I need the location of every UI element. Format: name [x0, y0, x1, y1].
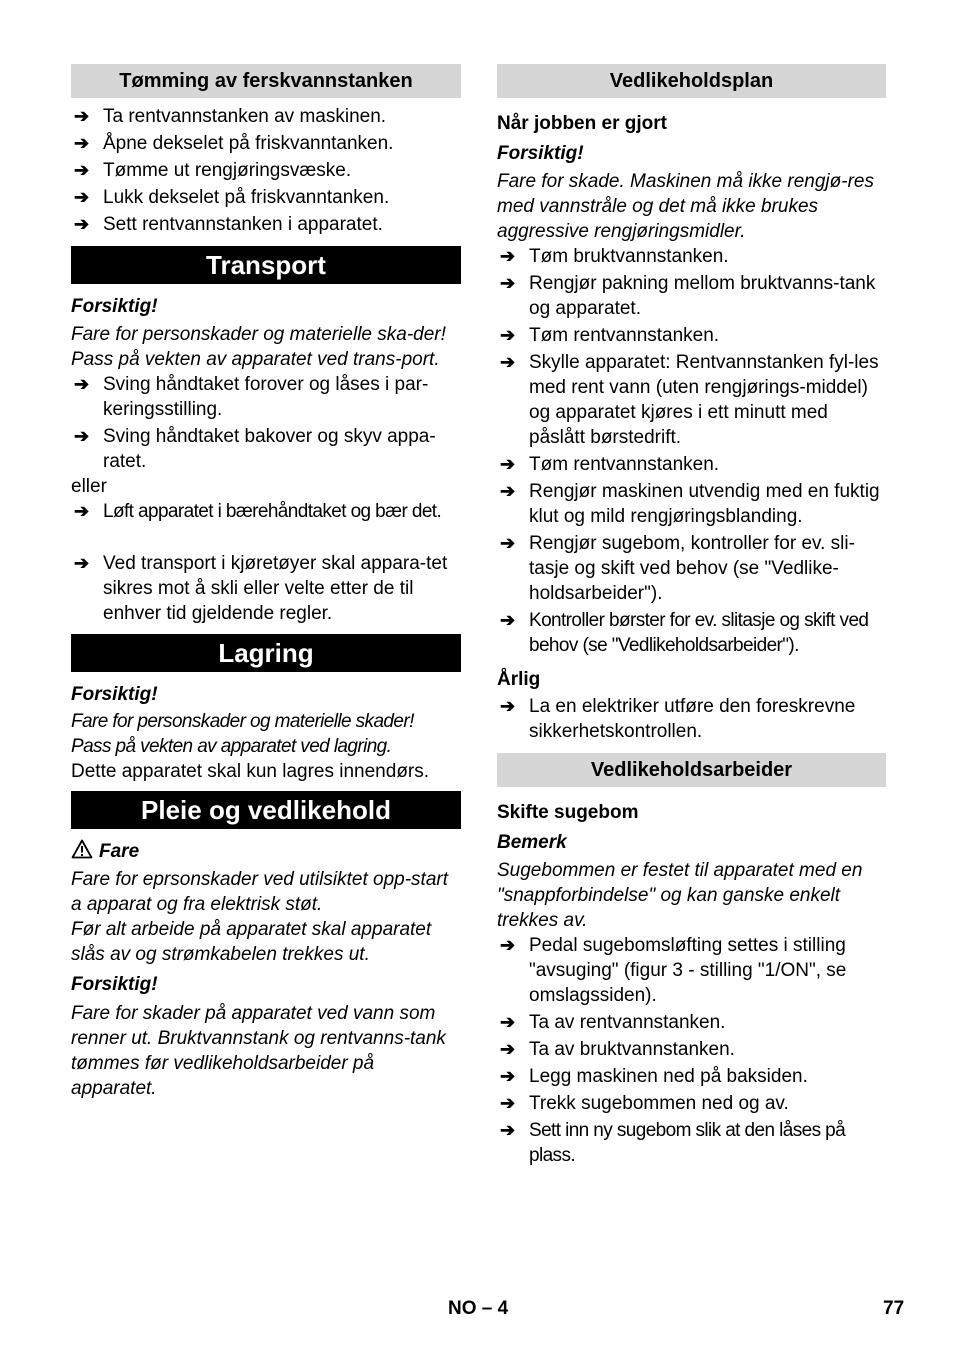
caution-text: Fare for personskader og materielle ska-der! Pass på vekten av apparatet ved trans-port. [71, 324, 446, 370]
list-item: ➔ Tøm rentvannstanken. [500, 325, 720, 346]
footer-language-page: NO – 4 [448, 1298, 509, 1319]
caution-label: Forsiktig! [71, 684, 158, 705]
arrow-right-icon: ➔ [74, 374, 90, 394]
list-item: ➔ Rengjør sugebom, kontroller for ev. sli-tasje og skift ved behov (se "Vedlike-holdsarbeider"). [500, 533, 855, 604]
left-column [71, 64, 461, 1101]
caution-text-line: Fare for personskader og materielle skader! [71, 711, 414, 732]
yearly-steps [497, 694, 886, 744]
list-item: ➔ Pedal sugebomsløfting settes i stilling "avsuging" (figur 3 - stilling "1/ON", se omslagssiden). [500, 935, 847, 1006]
right-column [497, 64, 886, 1168]
arrow-right-icon: ➔ [500, 533, 516, 553]
page-number: 77 [883, 1298, 905, 1319]
storage-note: Dette apparatet skal kun lagres innendørs. [71, 761, 430, 782]
arrow-right-icon: ➔ [500, 935, 516, 955]
emptying-steps [71, 104, 461, 237]
caution-text: Fare for skade. Maskinen må ikke rengjø-res med vannstråle og det må ikke brukes aggressive rengjøringsmidler. [497, 171, 874, 242]
arrow-right-icon: ➔ [500, 610, 516, 630]
list-item: ➔ Tømme ut rengjøringsvæske. [74, 160, 352, 181]
arrow-right-icon: ➔ [500, 352, 516, 372]
caution-label: Forsiktig! [497, 143, 584, 164]
list-item: ➔ Rengjør maskinen utvendig med en fuktig klut og mild rengjøringsblanding. [500, 481, 880, 527]
section-heading-storage: Lagring [71, 634, 461, 672]
list-item: ➔ Løft apparatet i bærehåndtaket og bær det. [74, 501, 442, 522]
change-steps [497, 933, 886, 1168]
arrow-right-icon: ➔ [74, 187, 90, 207]
warning-triangle-icon [71, 839, 93, 859]
arrow-right-icon: ➔ [500, 1012, 516, 1032]
list-item: ➔ Trekk sugebommen ned og av. [500, 1093, 789, 1114]
caution-text-line: Pass på vekten av apparatet ved lagring. [71, 736, 392, 757]
list-item: ➔ Lukk dekselet på friskvanntanken. [74, 187, 390, 208]
list-item: ➔ Ved transport i kjøretøyer skal appara-tet sikres mot å skli eller velte etter de til enhver tid gjeldende regler. [74, 553, 448, 624]
arrow-right-icon: ➔ [74, 133, 90, 153]
caution-text: Fare for skader på apparatet ved vann som renner ut. Bruktvannstank og rentvanns-tank tømmes før vedlikeholdsarbeider på apparatet. [71, 1003, 446, 1099]
section-heading-plan: Vedlikeholdsplan [497, 64, 886, 98]
or-text: eller [71, 476, 107, 497]
arrow-right-icon: ➔ [74, 501, 89, 521]
danger-text: Fare for eprsonskader ved utilsiktet opp-start a apparat og fra elektrisk støt. [71, 869, 449, 915]
arrow-right-icon: ➔ [500, 1120, 515, 1140]
list-item: ➔ Sett inn ny sugebom slik at den låses på plass. [500, 1120, 846, 1166]
arrow-right-icon: ➔ [500, 325, 516, 345]
arrow-right-icon: ➔ [500, 246, 516, 266]
list-item: ➔ Sett rentvannstanken i apparatet. [74, 214, 383, 235]
section-heading-work: Vedlikeholdsarbeider [497, 753, 886, 787]
arrow-right-icon: ➔ [500, 1093, 516, 1113]
list-item: ➔ Legg maskinen ned på baksiden. [500, 1066, 808, 1087]
arrow-right-icon: ➔ [500, 481, 516, 501]
section-heading-transport: Transport [71, 246, 461, 284]
list-item: ➔ Skylle apparatet: Rentvannstanken fyl-les med rent vann (uten rengjørings-middel) og apparatet kjøres i ett minutt med påslått børstedrift. [500, 352, 879, 448]
list-item: ➔ Ta rentvannstanken av maskinen. [74, 106, 387, 127]
list-item: ➔ Kontroller børster for ev. slitasje og skift ved behov (se "Vedlikeholdsarbeider"). [500, 610, 869, 656]
arrow-right-icon: ➔ [74, 214, 90, 234]
arrow-right-icon: ➔ [74, 426, 90, 446]
list-item: ➔ La en elektriker utføre den foreskrevne sikkerhetskontrollen. [500, 696, 856, 742]
caution-label: Forsiktig! [71, 296, 158, 317]
arrow-right-icon: ➔ [74, 160, 90, 180]
subheading-yearly: Årlig [497, 669, 541, 690]
arrow-right-icon: ➔ [500, 273, 516, 293]
list-item: ➔ Sving håndtaket forover og låses i par-keringsstilling. [74, 374, 429, 420]
transport-steps [71, 372, 461, 474]
note-label: Bemerk [497, 832, 567, 853]
subheading-after-job: Når jobben er gjort [497, 113, 667, 134]
list-item: ➔ Sving håndtaket bakover og skyv appa-ratet. [74, 426, 436, 472]
subheading-change-boom: Skifte sugebom [497, 802, 639, 823]
danger-text: Før alt arbeide på apparatet skal apparatet slås av og strømkabelen trekkes ut. [71, 919, 432, 965]
list-item: ➔ Tøm rentvannstanken. [500, 454, 720, 475]
after-job-steps [497, 244, 886, 658]
list-item: ➔ Ta av bruktvannstanken. [500, 1039, 735, 1060]
danger-label: Fare [71, 839, 461, 864]
section-heading-emptying: Tømming av ferskvannstanken [71, 64, 461, 98]
arrow-right-icon: ➔ [500, 1039, 516, 1059]
transport-lift-step [71, 499, 461, 524]
arrow-right-icon: ➔ [74, 106, 90, 126]
section-heading-care: Pleie og vedlikehold [71, 791, 461, 829]
list-item: ➔ Åpne dekselet på friskvanntanken. [74, 133, 394, 154]
note-text: Sugebommen er festet til apparatet med en "snappforbindelse" og kan ganske enkelt trekkes av. [497, 860, 863, 931]
arrow-right-icon: ➔ [500, 454, 516, 474]
arrow-right-icon: ➔ [74, 553, 90, 573]
list-item: ➔ Rengjør pakning mellom bruktvanns-tank og apparatet. [500, 273, 876, 319]
arrow-right-icon: ➔ [500, 1066, 516, 1086]
list-item: ➔ Tøm bruktvannstanken. [500, 246, 729, 267]
arrow-right-icon: ➔ [500, 696, 516, 716]
caution-label: Forsiktig! [71, 974, 158, 995]
list-item: ➔ Ta av rentvannstanken. [500, 1012, 726, 1033]
transport-vehicle-step [71, 551, 461, 626]
